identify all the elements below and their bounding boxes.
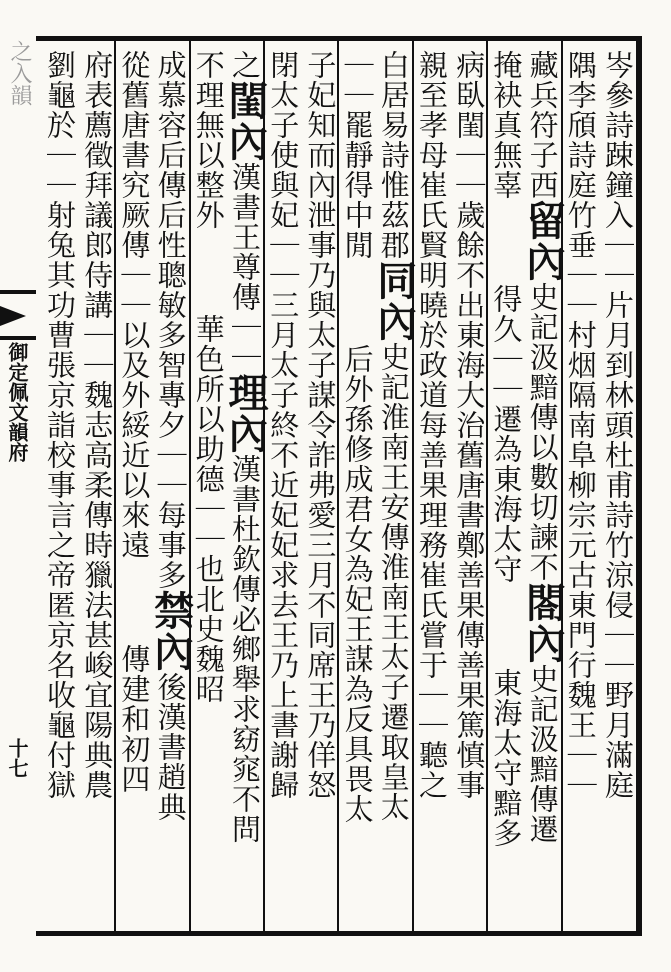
- text-column: [487, 50, 524, 920]
- entry-heading: 留內: [519, 200, 567, 282]
- book-title: 御定佩文韻府: [5, 342, 29, 462]
- text-column: [562, 50, 599, 920]
- column-text: 史記汲黯傳遷: [525, 664, 560, 844]
- text-column: [450, 50, 487, 920]
- column-text: 之: [227, 50, 262, 80]
- column-text: 東海太守黯多: [489, 668, 524, 848]
- column-text: 後漢書趙典: [153, 672, 188, 822]
- column-text: 漢書王尊傳｜｜: [227, 162, 262, 372]
- column-text: 漢書杜欽傳必鄉舉求窈窕不問: [227, 454, 262, 844]
- column-text: 親至孝母崔氏賢明曉於政道每善果理務崔氏嘗于｜｜聽之: [414, 50, 449, 800]
- entry-heading: 同內: [370, 260, 418, 342]
- page-edge-text: 之入韻: [7, 40, 32, 106]
- entry-heading: 閨內: [221, 80, 269, 162]
- column-text: 白居易詩惟茲郡: [376, 50, 411, 260]
- entry-heading: 禁內: [147, 590, 195, 672]
- entry-heading: 理內: [221, 372, 269, 454]
- text-column: [599, 50, 636, 920]
- column-text: 隅李頎詩庭竹垂｜｜村烟隔南阜柳宗元古東門行魏王｜｜: [563, 50, 598, 800]
- text-column: [115, 50, 152, 920]
- column-text: 華色所以助德｜｜也北史魏昭: [191, 314, 226, 704]
- text-column: [147, 50, 195, 920]
- text-column: [338, 50, 375, 920]
- column-text: 從舊唐書究厥傳｜｜以及外綏近以來遠: [117, 50, 152, 560]
- column-text: 掩袂真無辜: [489, 50, 524, 200]
- column-text: 府表薦徵拜議郎侍講｜｜魏志高柔傳時獵法甚峻宜陽典農: [80, 50, 115, 800]
- column-text: 傳建和初四: [117, 644, 152, 794]
- column-text: 岑參詩踈鐘入｜｜片月到林頭杜甫詩竹涼侵｜｜野月滿庭: [600, 50, 635, 800]
- column-text: 史記汲黯傳以數切諫不: [525, 282, 560, 582]
- column-text: 不理無以整外: [191, 50, 226, 230]
- text-column: [221, 50, 269, 920]
- column-text: 閉太子使與妃｜｜三月太子終不近妃妃求去王乃上書謝歸: [266, 50, 301, 800]
- page-number: 十七: [5, 738, 29, 778]
- column-text: 史記淮南王安傳淮南王太子遷取皇太: [376, 342, 411, 822]
- entry-heading: 閤內: [519, 582, 567, 664]
- column-text: 成慕容后傳后性聰敏多智專夕｜｜每事多: [153, 50, 188, 590]
- text-column: [413, 50, 450, 920]
- text-column: [41, 50, 78, 920]
- column-text: 藏兵符子西: [525, 50, 560, 200]
- column-text: 子妃知而內泄事乃與太子謀令詐弗愛三月不同席王乃佯怒: [303, 50, 338, 800]
- text-column: [370, 50, 418, 920]
- text-column: [519, 50, 567, 920]
- column-text: 病臥閨｜｜歲餘不出東海大治舊唐書鄭善果傳善果篤慎事: [452, 50, 487, 800]
- fishtail-notch: [0, 306, 26, 326]
- column-text: 后外孫修成君女為妃王謀為反具畏太: [340, 344, 375, 824]
- column-text: ｜｜罷靜得中閒: [340, 50, 375, 260]
- text-column: [264, 50, 301, 920]
- text-column: [301, 50, 338, 920]
- column-text: 得久｜｜遷為東海太守: [489, 284, 524, 584]
- text-column: [190, 50, 227, 920]
- text-column: [78, 50, 115, 920]
- column-text: 劉龜於｜｜射兔其功曹張京詣校事言之帝匿京名收龜付獄: [42, 50, 77, 800]
